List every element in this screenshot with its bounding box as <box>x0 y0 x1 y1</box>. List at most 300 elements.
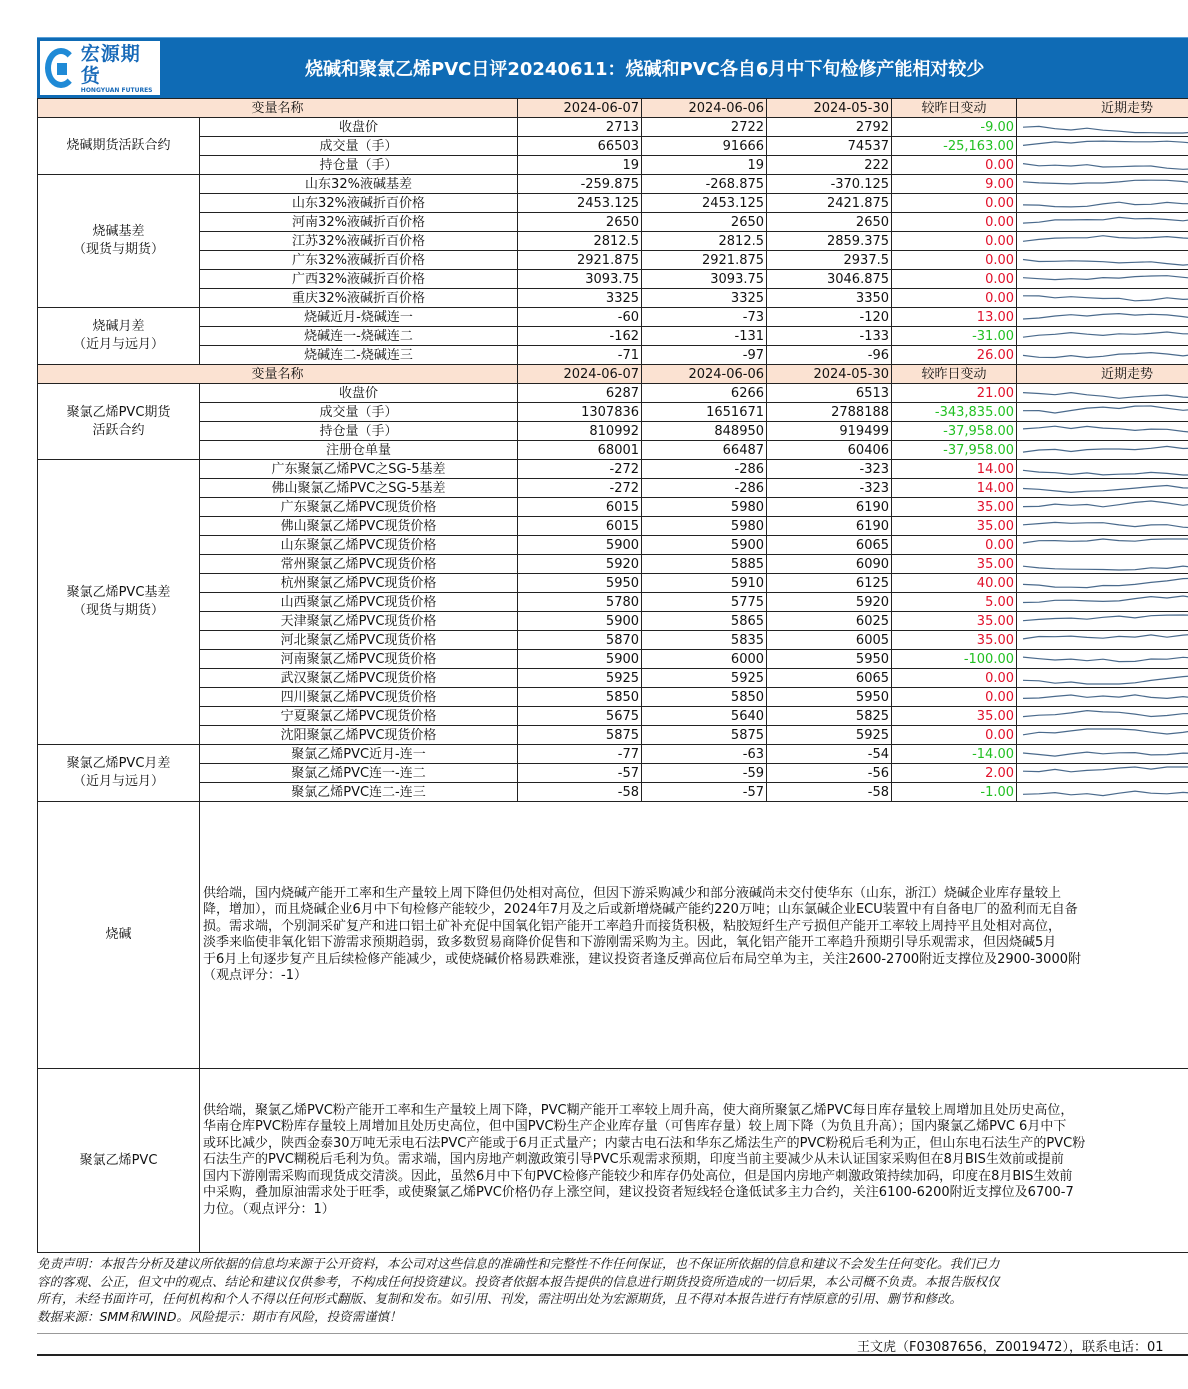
sparkline-path <box>1023 202 1188 207</box>
value-cell: 3325 <box>642 289 767 308</box>
change-cell: 35.00 <box>892 612 1017 631</box>
sparkline <box>1017 251 1188 269</box>
logo-name: 宏源期货 <box>80 42 141 87</box>
trend-cell <box>1017 479 1188 498</box>
trend-cell <box>1017 327 1188 346</box>
sparkline <box>1017 289 1188 307</box>
sparkline-path <box>1023 260 1188 266</box>
group-label <box>38 384 200 460</box>
commentary-row <box>38 1069 1188 1253</box>
change-cell: 2.00 <box>892 764 1017 783</box>
trend-cell <box>1017 669 1188 688</box>
value-cell: 68001 <box>518 441 642 460</box>
commentary-text <box>200 1069 1188 1253</box>
change-cell: 14.00 <box>892 479 1017 498</box>
sparkline-path <box>1023 406 1188 413</box>
group-label-text: 烧碱月差 （近月与远月） <box>72 319 164 352</box>
change-cell: 13.00 <box>892 308 1017 327</box>
commentary-line: 供给端，聚氯乙烯PVC粉产能开工率和生产量较上周下降，PVC糊产能开工率较上周升高，使大商所聚氯乙烯PVC每日库存量较上周增加且处历史高位， <box>203 1102 1074 1118</box>
group-label <box>38 745 200 802</box>
value-cell: -272 <box>518 479 642 498</box>
variable-name: 注册仓单量 <box>200 441 518 460</box>
sparkline <box>1017 460 1188 478</box>
change-cell: 35.00 <box>892 498 1017 517</box>
trend-cell <box>1017 593 1188 612</box>
variable-name: 佛山聚氯乙烯PVC之SG-5基差 <box>200 479 518 498</box>
variable-name: 持仓量（手） <box>200 422 518 441</box>
sparkline-path <box>1023 676 1188 685</box>
column-header-date-2: 2024-06-06 <box>642 99 767 118</box>
value-cell: -323 <box>767 479 892 498</box>
sparkline-path <box>1023 634 1188 639</box>
trend-cell <box>1017 612 1188 631</box>
value-cell: 2421.875 <box>767 194 892 213</box>
trend-cell <box>1017 498 1188 517</box>
value-cell: -96 <box>767 346 892 365</box>
value-cell: 5980 <box>642 498 767 517</box>
value-cell: -97 <box>642 346 767 365</box>
table-row <box>38 460 1188 479</box>
trend-cell <box>1017 764 1188 783</box>
table-row <box>38 175 1188 194</box>
value-cell: 1307836 <box>518 403 642 422</box>
trend-cell <box>1017 460 1188 479</box>
value-cell: 2812.5 <box>642 232 767 251</box>
trend-cell <box>1017 517 1188 536</box>
value-cell: 6065 <box>767 536 892 555</box>
value-cell: 5925 <box>518 669 642 688</box>
value-cell: 5900 <box>642 536 767 555</box>
sparkline <box>1017 650 1188 668</box>
table-row <box>38 422 1188 441</box>
variable-name: 成交量（手） <box>200 403 518 422</box>
value-cell: 2650 <box>642 213 767 232</box>
value-cell: 5900 <box>518 650 642 669</box>
value-cell: 5925 <box>767 726 892 745</box>
table-row <box>38 346 1188 365</box>
value-cell: 5780 <box>518 593 642 612</box>
variable-name: 河南32%液碱折百价格 <box>200 213 518 232</box>
value-cell: -259.875 <box>518 175 642 194</box>
column-header-variable-name: 变量名称 <box>38 365 518 384</box>
change-cell: 14.00 <box>892 460 1017 479</box>
value-cell: 6266 <box>642 384 767 403</box>
value-cell: 5920 <box>518 555 642 574</box>
group-label <box>38 460 200 745</box>
change-cell: 35.00 <box>892 555 1017 574</box>
trend-cell <box>1017 270 1188 289</box>
sparkline <box>1017 346 1188 364</box>
change-cell: 0.00 <box>892 726 1017 745</box>
value-cell: 6065 <box>767 669 892 688</box>
column-header-date-3: 2024-05-30 <box>767 365 892 384</box>
change-cell: 35.00 <box>892 631 1017 650</box>
commentary-line: 供给端，国内烧碱产能开工率和生产量较上周下降但仍处相对高位，但因下游采购减少和部分液碱尚未交付使华东（山东，浙江）烧碱企业库存量较上 <box>203 885 1062 901</box>
value-cell: -162 <box>518 327 642 346</box>
table-row <box>38 384 1188 403</box>
value-cell: -286 <box>642 479 767 498</box>
trend-cell <box>1017 783 1188 802</box>
commentary-line: 力位。（观点评分：1） <box>203 1201 335 1217</box>
change-cell: -37,958.00 <box>892 422 1017 441</box>
sparkline-path <box>1023 615 1188 621</box>
commentary-line: 国内下游刚需采购而现货成交清淡。因此，虽然6月中下旬PVC检修产能较少和库存仍处高位，但是国内房地产刺激政策持续加码，印度在8月BIS生效前 <box>203 1168 1073 1184</box>
value-cell: -63 <box>642 745 767 764</box>
variable-name: 聚氯乙烯PVC连一-连二 <box>200 764 518 783</box>
group-label <box>38 118 200 175</box>
value-cell: 6190 <box>767 517 892 536</box>
value-cell: 5850 <box>642 688 767 707</box>
value-cell: 3046.875 <box>767 270 892 289</box>
sparkline <box>1017 555 1188 573</box>
disclaimer <box>37 1255 1188 1325</box>
value-cell: 3325 <box>518 289 642 308</box>
sparkline-path <box>1023 470 1188 475</box>
commentary-line: 损。需求端，个别洞采矿复产和进口铝土矿补充促中国氧化铝产能开工率趋升而接货积极，粘胶短纤生产亏损但产能开工率较上周持平且处相对高位， <box>203 918 1062 934</box>
value-cell: -268.875 <box>642 175 767 194</box>
value-cell: 2937.5 <box>767 251 892 270</box>
logo-icon <box>45 48 77 88</box>
sparkline-path <box>1023 729 1188 735</box>
sparkline <box>1017 384 1188 402</box>
variable-name: 广东聚氯乙烯PVC现货价格 <box>200 498 518 517</box>
change-cell: 35.00 <box>892 517 1017 536</box>
sparkline <box>1017 403 1188 421</box>
logo-english: HONGYUAN FUTURES <box>80 86 153 94</box>
sparkline-path <box>1023 141 1188 146</box>
commentary-line: 淡季来临使非氧化铝下游需求预期趋弱，致多数贸易商降价促售和下游刚需采购为主。因此，氧化铝产能开工率趋升预期引导乐观需求，但因烧碱5月 <box>203 935 1057 950</box>
column-header-date-3: 2024-05-30 <box>767 99 892 118</box>
value-cell: 6190 <box>767 498 892 517</box>
change-cell: 0.00 <box>892 536 1017 555</box>
variable-name: 天津聚氯乙烯PVC现货价格 <box>200 612 518 631</box>
table-row <box>38 251 1188 270</box>
variable-name: 成交量（手） <box>200 137 518 156</box>
value-cell: -57 <box>642 783 767 802</box>
sparkline <box>1017 422 1188 440</box>
variable-name: 重庆32%液碱折百价格 <box>200 289 518 308</box>
sparkline-path <box>1023 446 1188 452</box>
variable-name: 佛山聚氯乙烯PVC现货价格 <box>200 517 518 536</box>
contact-info: 王文虎（F03087656，Z0019472），联系电话：01 <box>857 1340 1164 1355</box>
value-cell: -77 <box>518 745 642 764</box>
value-cell: 6015 <box>518 517 642 536</box>
value-cell: 2921.875 <box>642 251 767 270</box>
sparkline <box>1017 536 1188 554</box>
disclaimer-line: 所有，未经书面许可，任何机构和个人不得以任何形式翻版、复制和发布。如引用、刊发，需注明出处为宏源期货，且不得对本报告进行有悖原意的引用、删节和修改。 <box>37 1291 963 1306</box>
column-header-recent-trend: 近期走势 <box>1017 99 1188 118</box>
report-title: 烧碱和聚氯乙烯PVC日评20240611：烧碱和PVC各自6月中下旬检修产能相对较少 <box>305 59 985 80</box>
value-cell: 6513 <box>767 384 892 403</box>
commentary-line: 石法生产的PVC糊税后毛利为负。需求端，国内房地产刺激政策引导PVC乐观需求预期，印度当前主要减少从未认证国家采购但在8月BIS生效前或提前 <box>203 1152 1064 1168</box>
sparkline-path <box>1023 126 1188 133</box>
sparkline <box>1017 574 1188 592</box>
value-cell: 2788188 <box>767 403 892 422</box>
value-cell: 1651671 <box>642 403 767 422</box>
group-label-text: 聚氯乙烯PVC月差 （近月与远月） <box>66 756 171 789</box>
value-cell: 6005 <box>767 631 892 650</box>
table-row <box>38 574 1188 593</box>
table-row <box>38 517 1188 536</box>
table-row <box>38 669 1188 688</box>
commentary-label: 聚氯乙烯PVC <box>38 1069 200 1253</box>
trend-cell <box>1017 441 1188 460</box>
value-cell: -59 <box>642 764 767 783</box>
table-row <box>38 498 1188 517</box>
value-cell: 5900 <box>518 612 642 631</box>
table-row <box>38 308 1188 327</box>
value-cell: 5920 <box>767 593 892 612</box>
value-cell: 848950 <box>642 422 767 441</box>
change-cell: 40.00 <box>892 574 1017 593</box>
sparkline-path <box>1023 393 1188 399</box>
table-row <box>38 194 1188 213</box>
sparkline <box>1017 479 1188 497</box>
change-cell: 0.00 <box>892 270 1017 289</box>
variable-name: 河北聚氯乙烯PVC现货价格 <box>200 631 518 650</box>
table-row <box>38 612 1188 631</box>
value-cell: 5950 <box>518 574 642 593</box>
trend-cell <box>1017 118 1188 137</box>
sparkline <box>1017 612 1188 630</box>
table-row <box>38 650 1188 669</box>
value-cell: 5675 <box>518 707 642 726</box>
value-cell: 2859.375 <box>767 232 892 251</box>
trend-cell <box>1017 726 1188 745</box>
group-label <box>38 308 200 365</box>
variable-name: 河南聚氯乙烯PVC现货价格 <box>200 650 518 669</box>
table-row <box>38 536 1188 555</box>
trend-cell <box>1017 536 1188 555</box>
sparkline-path <box>1023 767 1188 772</box>
value-cell: 222 <box>767 156 892 175</box>
value-cell: -60 <box>518 308 642 327</box>
table-row <box>38 118 1188 137</box>
commentary-label: 烧碱 <box>38 802 200 1069</box>
trend-cell <box>1017 213 1188 232</box>
sparkline <box>1017 498 1188 516</box>
value-cell: 2812.5 <box>518 232 642 251</box>
sparkline-path <box>1023 486 1188 493</box>
variable-name: 收盘价 <box>200 118 518 137</box>
table-row <box>38 156 1188 175</box>
change-cell: 0.00 <box>892 213 1017 232</box>
table-row <box>38 688 1188 707</box>
trend-cell <box>1017 175 1188 194</box>
table-row <box>38 479 1188 498</box>
change-cell: -25,163.00 <box>892 137 1017 156</box>
sparkline-path <box>1023 695 1188 700</box>
sparkline-path <box>1023 164 1188 171</box>
variable-name: 山东32%液碱基差 <box>200 175 518 194</box>
value-cell: 5775 <box>642 593 767 612</box>
column-header-row <box>38 365 1188 384</box>
column-header-date-1: 2024-06-07 <box>518 365 642 384</box>
table-row <box>38 593 1188 612</box>
table-row <box>38 327 1188 346</box>
disclaimer-line: 数据来源：SMM和WIND。风险提示：期市有风险，投资需谨慎！ <box>37 1308 402 1324</box>
sparkline <box>1017 194 1188 212</box>
sparkline-path <box>1023 217 1188 223</box>
change-cell: -14.00 <box>892 745 1017 764</box>
value-cell: 2713 <box>518 118 642 137</box>
table-row <box>38 764 1188 783</box>
value-cell: 6125 <box>767 574 892 593</box>
change-cell: -9.00 <box>892 118 1017 137</box>
value-cell: 5875 <box>642 726 767 745</box>
trend-cell <box>1017 232 1188 251</box>
value-cell: 19 <box>518 156 642 175</box>
sparkline <box>1017 631 1188 649</box>
sparkline <box>1017 270 1188 288</box>
value-cell: 6287 <box>518 384 642 403</box>
value-cell: 919499 <box>767 422 892 441</box>
sparkline-path <box>1023 539 1188 543</box>
value-cell: -54 <box>767 745 892 764</box>
change-cell: -343,835.00 <box>892 403 1017 422</box>
variable-name: 广东聚氯乙烯PVC之SG-5基差 <box>200 460 518 479</box>
commentary-line: 降，增加），而且烧碱企业6月中下旬检修产能较少，2024年7月及之后或新增烧碱产能约220万吨；山东氯碱企业ECU装置中有自备电厂的盈利而无自备 <box>203 902 1078 917</box>
trend-cell <box>1017 137 1188 156</box>
trend-cell <box>1017 745 1188 764</box>
group-label <box>38 175 200 308</box>
trend-cell <box>1017 156 1188 175</box>
sparkline <box>1017 156 1188 174</box>
variable-name: 收盘价 <box>200 384 518 403</box>
commentary-line: 中采购，叠加原油需求处于旺季，或使聚氯乙烯PVC价格仍存上涨空间，建议投资者短线轻仓逢低试多主力合约，关注6100-6200附近支撑位及6700-7 <box>203 1185 1074 1201</box>
disclaimer-line: 容的客观、公正，但文中的观点、结论和建议仅供参考，不构成任何投资建议。投资者依据本报告提供的信息进行期货投资所造成的一切后果，本公司概不负责。本报告版权仅 <box>37 1273 1000 1289</box>
sparkline-path <box>1023 566 1188 570</box>
group-label-text: 烧碱期货活跃合约 <box>66 138 171 153</box>
sparkline-path <box>1023 752 1188 757</box>
sparkline-path <box>1023 596 1188 603</box>
column-header-recent-trend: 近期走势 <box>1017 365 1188 384</box>
commentary-line: 或环比减少，陕西金泰30万吨无汞电石法PVC产能或于6月正式量产；内蒙古电石法和华东乙烯法生产的PVC粉税后毛利为正，但山东电石法生产的PVC粉 <box>203 1135 1086 1151</box>
value-cell: 5640 <box>642 707 767 726</box>
table-row <box>38 213 1188 232</box>
commentary-line: 于6月上旬逐步复产且后续检修产能减少，或使烧碱价格易跌难涨，建议投资者逢反弹高位后布局空单为主，关注2600-2700附近支撑位及2900-3000附 <box>203 951 1081 967</box>
value-cell: 5980 <box>642 517 767 536</box>
sparkline <box>1017 308 1188 326</box>
title-bar <box>37 37 1188 98</box>
value-cell: 5885 <box>642 555 767 574</box>
change-cell: -31.00 <box>892 327 1017 346</box>
sparkline-path <box>1023 501 1188 507</box>
sparkline <box>1017 137 1188 155</box>
sparkline <box>1017 175 1188 193</box>
change-cell: -100.00 <box>892 650 1017 669</box>
value-cell: -58 <box>767 783 892 802</box>
value-cell: 74537 <box>767 137 892 156</box>
value-cell: 5910 <box>642 574 767 593</box>
sparkline <box>1017 327 1188 345</box>
variable-name: 广东32%液碱折百价格 <box>200 251 518 270</box>
value-cell: 6025 <box>767 612 892 631</box>
sparkline <box>1017 783 1188 801</box>
table-row <box>38 137 1188 156</box>
variable-name: 江苏32%液碱折百价格 <box>200 232 518 251</box>
table-row <box>38 270 1188 289</box>
variable-name: 聚氯乙烯PVC近月-连一 <box>200 745 518 764</box>
trend-cell <box>1017 384 1188 403</box>
change-cell: 5.00 <box>892 593 1017 612</box>
variable-name: 山东聚氯乙烯PVC现货价格 <box>200 536 518 555</box>
column-header-date-1: 2024-06-07 <box>518 99 642 118</box>
variable-name: 四川聚氯乙烯PVC现货价格 <box>200 688 518 707</box>
value-cell: 2650 <box>518 213 642 232</box>
column-header-daily-change: 较昨日变动 <box>892 365 1017 384</box>
table-row <box>38 555 1188 574</box>
commentary-line: （观点评分：-1） <box>203 968 307 983</box>
table-row <box>38 232 1188 251</box>
change-cell: 9.00 <box>892 175 1017 194</box>
table-row <box>38 441 1188 460</box>
sparkline-path <box>1023 236 1188 242</box>
value-cell: 5950 <box>767 688 892 707</box>
data-table <box>37 98 1188 1253</box>
trend-cell <box>1017 688 1188 707</box>
group-label-text: 聚氯乙烯PVC期货 活跃合约 <box>66 404 171 438</box>
value-cell: 66487 <box>642 441 767 460</box>
variable-name: 沈阳聚氯乙烯PVC现货价格 <box>200 726 518 745</box>
sparkline <box>1017 726 1188 744</box>
value-cell: 2453.125 <box>518 194 642 213</box>
value-cell: 810992 <box>518 422 642 441</box>
value-cell: -272 <box>518 460 642 479</box>
sparkline-path <box>1023 276 1188 280</box>
value-cell: 66503 <box>518 137 642 156</box>
sparkline-path <box>1023 790 1188 796</box>
table-row <box>38 726 1188 745</box>
commentary-row <box>38 802 1188 1069</box>
value-cell: 5875 <box>518 726 642 745</box>
variable-name: 山西聚氯乙烯PVC现货价格 <box>200 593 518 612</box>
change-cell: -1.00 <box>892 783 1017 802</box>
value-cell: 3093.75 <box>518 270 642 289</box>
value-cell: 5925 <box>642 669 767 688</box>
trend-cell <box>1017 650 1188 669</box>
value-cell: -58 <box>518 783 642 802</box>
value-cell: -370.125 <box>767 175 892 194</box>
group-label-text: 烧碱基差 （现货与期货） <box>72 224 164 257</box>
change-cell: 0.00 <box>892 194 1017 213</box>
value-cell: -133 <box>767 327 892 346</box>
report-sheet <box>37 37 1188 1253</box>
change-cell: -37,958.00 <box>892 441 1017 460</box>
value-cell: 19 <box>642 156 767 175</box>
table-row <box>38 745 1188 764</box>
change-cell: 0.00 <box>892 688 1017 707</box>
variable-name: 武汉聚氯乙烯PVC现货价格 <box>200 669 518 688</box>
change-cell: 0.00 <box>892 232 1017 251</box>
value-cell: 60406 <box>767 441 892 460</box>
value-cell: -73 <box>642 308 767 327</box>
change-cell: 21.00 <box>892 384 1017 403</box>
table-row <box>38 403 1188 422</box>
value-cell: 6015 <box>518 498 642 517</box>
value-cell: 5850 <box>518 688 642 707</box>
variable-name: 烧碱连二-烧碱连三 <box>200 346 518 365</box>
trend-cell <box>1017 289 1188 308</box>
disclaimer-line: 免责声明：本报告分析及建议所依据的信息均来源于公开资料，本公司对这些信息的准确性和完整性不作任何保证，也不保证所依据的信息和建议不会发生任何变化。我们已力 <box>37 1256 1000 1271</box>
trend-cell <box>1017 308 1188 327</box>
value-cell: 91666 <box>642 137 767 156</box>
value-cell: 6090 <box>767 555 892 574</box>
value-cell: 2792 <box>767 118 892 137</box>
variable-name: 聚氯乙烯PVC连二-连三 <box>200 783 518 802</box>
contact-bar <box>37 1333 1188 1356</box>
trend-cell <box>1017 707 1188 726</box>
